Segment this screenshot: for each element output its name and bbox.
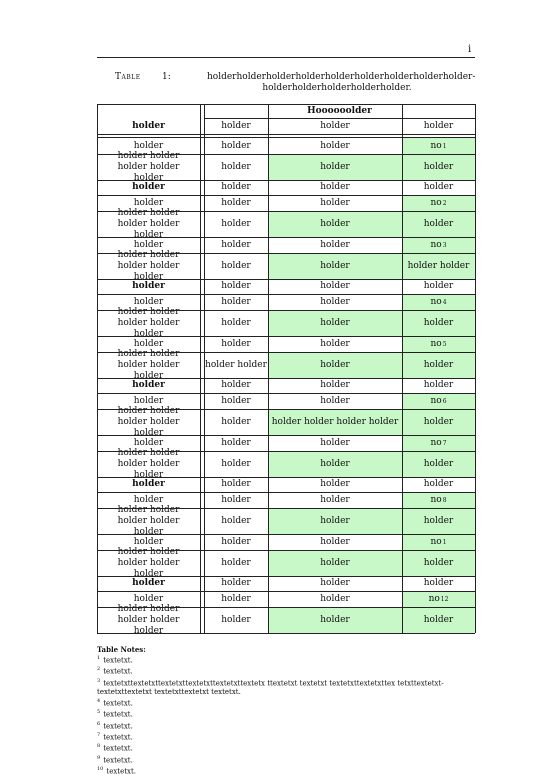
cell-text: holder <box>423 218 454 229</box>
table-cell <box>97 348 200 381</box>
cell-text: holder <box>221 515 251 526</box>
table-cell <box>204 607 268 633</box>
column-header-2: holder <box>320 120 350 131</box>
cell-text: holder <box>320 437 350 448</box>
cell-text: holder <box>133 593 164 604</box>
cell-text: holder <box>423 479 454 489</box>
table-cell <box>204 435 268 451</box>
cell-text: holder <box>320 515 350 526</box>
row-rule <box>97 180 475 181</box>
page-number: i <box>468 44 472 55</box>
column-header-0: holder <box>132 120 165 131</box>
footnote-marker: 3 <box>442 241 447 249</box>
table-cell <box>402 492 475 508</box>
cell-text: no <box>430 395 442 406</box>
table-note <box>97 754 477 765</box>
table-note <box>97 697 477 708</box>
table-cell <box>402 180 475 195</box>
caption-number: 1: <box>162 72 171 82</box>
column-rule <box>97 104 98 633</box>
table-cell <box>204 393 268 409</box>
cell-text: holder <box>423 281 454 291</box>
cell-text: holder <box>133 395 164 406</box>
table-cell <box>402 138 475 154</box>
cell-text: holder <box>132 380 165 390</box>
cell-text: holder <box>221 380 251 390</box>
table-cell <box>268 477 402 492</box>
cell-text: holder <box>221 614 251 625</box>
row-rule <box>97 253 475 254</box>
note-text: textetxttextetxttextetxttextetxttextetxttextetx ttextetxt textetxt textetxttextetxttex tetxttextetxt-textetxttextetxt textetxttextetxt textetxt. <box>97 678 444 696</box>
cell-text: holder <box>423 317 454 328</box>
table-cell <box>268 607 402 633</box>
table-row <box>97 249 475 282</box>
table-row <box>97 546 475 579</box>
table-row <box>97 306 475 339</box>
cell-text: holder <box>221 182 251 192</box>
cell-text: holder <box>133 140 164 151</box>
row-rule <box>97 591 475 592</box>
column-rule <box>402 104 403 633</box>
row-rule <box>97 195 475 196</box>
table-cell <box>204 591 268 607</box>
cell-text: holder <box>221 338 251 349</box>
table-cell <box>268 393 402 409</box>
footnote-marker: 4 <box>442 298 447 306</box>
cell-text: holder <box>221 260 251 271</box>
column-rule <box>268 104 269 633</box>
table-row <box>97 207 475 240</box>
cell-text: holder holder holder holder holder <box>117 603 180 636</box>
cell-text: holder holder holder holder holder <box>117 447 180 480</box>
table-cell <box>97 546 200 579</box>
footnote-marker: 1 <box>442 538 447 546</box>
table-cell <box>268 237 402 253</box>
table-cell <box>204 576 268 591</box>
cell-text: no <box>430 296 442 307</box>
cell-text: holder <box>423 458 454 469</box>
cell-text: holder <box>423 614 454 625</box>
note-number: 3 <box>97 677 101 684</box>
table-cell <box>204 336 268 352</box>
row-rule <box>97 310 475 311</box>
group-header-cell: Hoooooolder <box>307 105 372 116</box>
note-text: textetxt. <box>103 744 133 753</box>
table-cell <box>268 435 402 451</box>
table-cell <box>402 154 475 180</box>
row-rule <box>97 576 475 577</box>
cell-text: holder holder holder holder holder <box>117 249 180 282</box>
row-rule <box>97 211 475 212</box>
table-cell <box>268 352 402 378</box>
table-note <box>97 731 477 742</box>
table-cell <box>268 576 402 591</box>
row-rule <box>97 294 475 295</box>
row-rule <box>97 409 475 410</box>
table-row <box>97 279 475 294</box>
note-text: textetxt. <box>103 667 133 676</box>
column-rule <box>204 104 205 633</box>
cell-text: holder <box>423 578 454 588</box>
cell-text: holder holder holder holder holder <box>117 405 180 438</box>
row-rule <box>97 237 475 238</box>
table-cell <box>402 534 475 550</box>
table-cell <box>204 451 268 477</box>
footnote-marker: 12 <box>440 595 449 603</box>
table-cell <box>204 550 268 576</box>
cell-text: holder <box>221 218 251 229</box>
row-rule <box>97 477 475 478</box>
table-cell <box>268 378 402 393</box>
table-cell <box>204 352 268 378</box>
table-cell <box>204 237 268 253</box>
table-note <box>97 665 477 676</box>
cell-text: holder <box>221 458 251 469</box>
table-row <box>97 576 475 591</box>
cell-text: holder <box>320 197 350 208</box>
table-cell <box>204 211 268 237</box>
caption-text-line1: holderholderholderholderholderholderholderholderholder- <box>207 72 476 82</box>
table-cell <box>268 451 402 477</box>
cell-text: holder <box>423 161 454 172</box>
table-cell <box>268 180 402 195</box>
cell-text: holder <box>320 458 350 469</box>
table-cell <box>402 237 475 253</box>
cell-text: holder <box>133 338 164 349</box>
table-cell <box>402 211 475 237</box>
cell-text: holder <box>423 557 454 568</box>
cell-text: holder <box>423 182 454 192</box>
cell-text: holder <box>320 281 350 291</box>
table-cell <box>268 294 402 310</box>
column-header-row <box>97 118 475 134</box>
cell-text: holder holder holder holder holder <box>117 150 180 183</box>
table-cell <box>204 195 268 211</box>
row-rule <box>97 393 475 394</box>
cell-text: holder <box>221 197 251 208</box>
note-number: 8 <box>97 743 101 750</box>
cell-text: holder <box>221 416 251 427</box>
cell-text: holder <box>320 338 350 349</box>
cell-text: holder <box>320 140 350 151</box>
table-cell <box>402 591 475 607</box>
table-cell <box>204 154 268 180</box>
cell-text: no <box>430 197 442 208</box>
row-rule <box>97 508 475 509</box>
table-note <box>97 677 477 697</box>
cell-text: holder <box>221 161 251 172</box>
table-note <box>97 742 477 753</box>
row-rule <box>97 451 475 452</box>
table-cell <box>402 550 475 576</box>
cell-text: holder holder holder holder holder <box>117 348 180 381</box>
cell-text: holder <box>221 140 251 151</box>
table-cell <box>268 336 402 352</box>
note-text: textetxt. <box>103 656 133 665</box>
cell-text: no <box>430 239 442 250</box>
cell-text: holder <box>133 437 164 448</box>
table-cell <box>268 492 402 508</box>
table-cell <box>268 534 402 550</box>
cell-text: holder <box>320 494 350 505</box>
cell-text: holder <box>320 614 350 625</box>
cell-text: holder <box>132 578 165 588</box>
table-cell <box>268 310 402 336</box>
table-cell <box>97 603 200 636</box>
cell-text: holder <box>320 296 350 307</box>
row-rule <box>97 336 475 337</box>
cell-text: holder <box>320 260 350 271</box>
header-rule <box>97 57 475 58</box>
table-row <box>97 180 475 195</box>
table-cell <box>268 279 402 294</box>
table-cell <box>402 294 475 310</box>
row-rule <box>97 607 475 608</box>
note-text: textetxt. <box>103 733 133 742</box>
row-rule <box>97 352 475 353</box>
table-cell <box>204 180 268 195</box>
table-row <box>97 504 475 537</box>
table-cell <box>204 492 268 508</box>
cell-text: holder <box>133 536 164 547</box>
cell-text: holder <box>423 380 454 390</box>
row-rule <box>97 435 475 436</box>
table-cell <box>204 534 268 550</box>
column-rule <box>200 104 201 633</box>
cell-text: holder <box>423 416 454 427</box>
cell-text: holder <box>221 395 251 406</box>
table-cell <box>402 195 475 211</box>
table-cell <box>204 310 268 336</box>
note-number: 5 <box>97 709 101 716</box>
cell-text: holder <box>423 515 454 526</box>
cell-text: holder <box>221 239 251 250</box>
table-note <box>97 654 477 665</box>
table-row <box>97 447 475 480</box>
table-cell <box>402 352 475 378</box>
cell-text: holder <box>221 317 251 328</box>
table-cell <box>204 294 268 310</box>
cell-text: holder <box>133 296 164 307</box>
table-cell <box>402 378 475 393</box>
cell-text: no <box>428 593 440 604</box>
table-cell <box>268 409 402 435</box>
cell-text: holder <box>221 578 251 588</box>
group-header-row <box>97 104 475 118</box>
footnote-marker: 7 <box>442 439 447 447</box>
data-table <box>97 104 475 636</box>
table-cell <box>268 195 402 211</box>
table-cell <box>402 279 475 294</box>
table-cell <box>97 504 200 537</box>
row-rule <box>97 279 475 280</box>
table-cell <box>268 138 402 154</box>
footnote-marker: 1 <box>442 142 447 150</box>
table-cell <box>204 279 268 294</box>
cell-text: holder <box>320 161 350 172</box>
cell-text: holder <box>221 494 251 505</box>
note-number: 9 <box>97 754 101 761</box>
table-row <box>97 378 475 393</box>
cell-text: holder holder <box>407 260 470 271</box>
table-cell <box>204 508 268 534</box>
cell-text: holder <box>320 239 350 250</box>
column-rule <box>475 104 476 633</box>
column-header-3: holder <box>423 120 454 131</box>
table-cell <box>97 378 200 393</box>
table-cell <box>268 508 402 534</box>
table-notes-title: Table Notes: <box>97 645 146 654</box>
table-cell <box>268 211 402 237</box>
table-row <box>97 603 475 636</box>
table-cell <box>402 576 475 591</box>
cell-text: holder <box>320 557 350 568</box>
table-cell <box>402 336 475 352</box>
footnote-marker: 8 <box>442 496 447 504</box>
row-rule <box>97 633 475 634</box>
cell-text: holder <box>320 593 350 604</box>
cell-text: no <box>430 338 442 349</box>
row-rule <box>97 134 475 135</box>
note-text: textetxt. <box>103 755 133 764</box>
table-notes-list <box>97 654 477 776</box>
caption-label: Table <box>115 72 141 82</box>
cell-text: holder <box>221 281 251 291</box>
cell-text: no <box>430 437 442 448</box>
table-note <box>97 708 477 719</box>
cell-text: holder <box>133 197 164 208</box>
cell-text: holder <box>320 359 350 370</box>
table-cell <box>402 409 475 435</box>
table-cell <box>402 607 475 633</box>
table-cell <box>97 447 200 480</box>
table-cell <box>402 435 475 451</box>
cell-text: holder holder holder holder holder <box>117 306 180 339</box>
footnote-marker: 5 <box>442 340 447 348</box>
cell-text: holder <box>320 578 350 588</box>
table-cell <box>97 405 200 438</box>
cell-text: holder <box>320 380 350 390</box>
row-rule <box>97 154 475 155</box>
table-note <box>97 765 477 776</box>
table-cell <box>204 409 268 435</box>
cell-text: holder holder holder holder holder <box>117 546 180 579</box>
cell-text: no <box>430 494 442 505</box>
caption-text-line2: holderholderholderholderholder. <box>262 83 412 93</box>
table-cell <box>204 138 268 154</box>
table-note <box>97 720 477 731</box>
table-cell <box>402 253 475 279</box>
cell-text: holder <box>132 182 165 192</box>
row-rule <box>97 137 475 138</box>
row-rule <box>97 492 475 493</box>
table-cell <box>97 306 200 339</box>
cell-text: no <box>430 536 442 547</box>
table-cell <box>402 393 475 409</box>
table-row <box>97 405 475 438</box>
table-cell <box>402 508 475 534</box>
caption-text <box>207 72 476 94</box>
note-text: textetxt. <box>103 699 133 708</box>
cell-text: holder <box>221 437 251 448</box>
cell-text: holder <box>132 479 165 489</box>
cell-text: holder <box>133 494 164 505</box>
table-cell <box>268 154 402 180</box>
table-cell <box>97 180 200 195</box>
cell-text: holder <box>320 218 350 229</box>
footnote-marker: 2 <box>442 199 447 207</box>
cell-text: holder holder <box>205 359 267 370</box>
column-header-1: holder <box>221 120 251 131</box>
cell-text: holder holder holder holder holder <box>117 504 180 537</box>
row-rule <box>97 534 475 535</box>
row-rule <box>97 550 475 551</box>
table-cell <box>97 477 200 492</box>
table-row <box>97 348 475 381</box>
note-text: textetxt. <box>103 721 133 730</box>
cell-text: holder <box>133 239 164 250</box>
note-number: 10 <box>97 765 104 772</box>
note-number: 7 <box>97 731 101 738</box>
cell-text: holder <box>221 296 251 307</box>
note-number: 2 <box>97 666 101 673</box>
cell-text: holder <box>423 359 454 370</box>
cell-text: holder <box>132 281 165 291</box>
cell-text: holder <box>320 317 350 328</box>
table-notes <box>97 645 477 776</box>
table-cell <box>268 253 402 279</box>
cell-text: holder <box>320 182 350 192</box>
note-text: textetxt. <box>106 767 137 776</box>
cell-text: holder <box>320 479 350 489</box>
table-cell <box>97 279 200 294</box>
table-cell <box>97 207 200 240</box>
cell-text: no <box>430 140 442 151</box>
note-number: 1 <box>97 655 101 661</box>
table-row <box>97 150 475 183</box>
table-cell <box>204 253 268 279</box>
table-cell <box>97 150 200 183</box>
cell-text: holder <box>221 557 251 568</box>
table-row <box>97 477 475 492</box>
cell-text: holder holder holder holder holder <box>117 207 180 240</box>
cell-text: holder <box>221 479 251 489</box>
cell-text: holder <box>320 395 350 406</box>
note-text: textetxt. <box>103 710 133 719</box>
note-number: 6 <box>97 720 101 727</box>
table-cell <box>268 591 402 607</box>
row-rule <box>97 378 475 379</box>
cell-text: holder <box>221 593 251 604</box>
table-cell <box>268 550 402 576</box>
cell-text: holder <box>320 536 350 547</box>
table-cell <box>204 477 268 492</box>
note-number: 4 <box>97 697 101 704</box>
row-rule <box>97 104 475 105</box>
table-cell <box>97 249 200 282</box>
cell-text: holder holder holder holder <box>271 416 399 427</box>
cell-text: holder <box>221 536 251 547</box>
table-cell <box>402 477 475 492</box>
footnote-marker: 6 <box>442 397 447 405</box>
table-cell <box>402 310 475 336</box>
table-cell <box>204 378 268 393</box>
table-cell <box>97 576 200 591</box>
table-cell <box>402 451 475 477</box>
